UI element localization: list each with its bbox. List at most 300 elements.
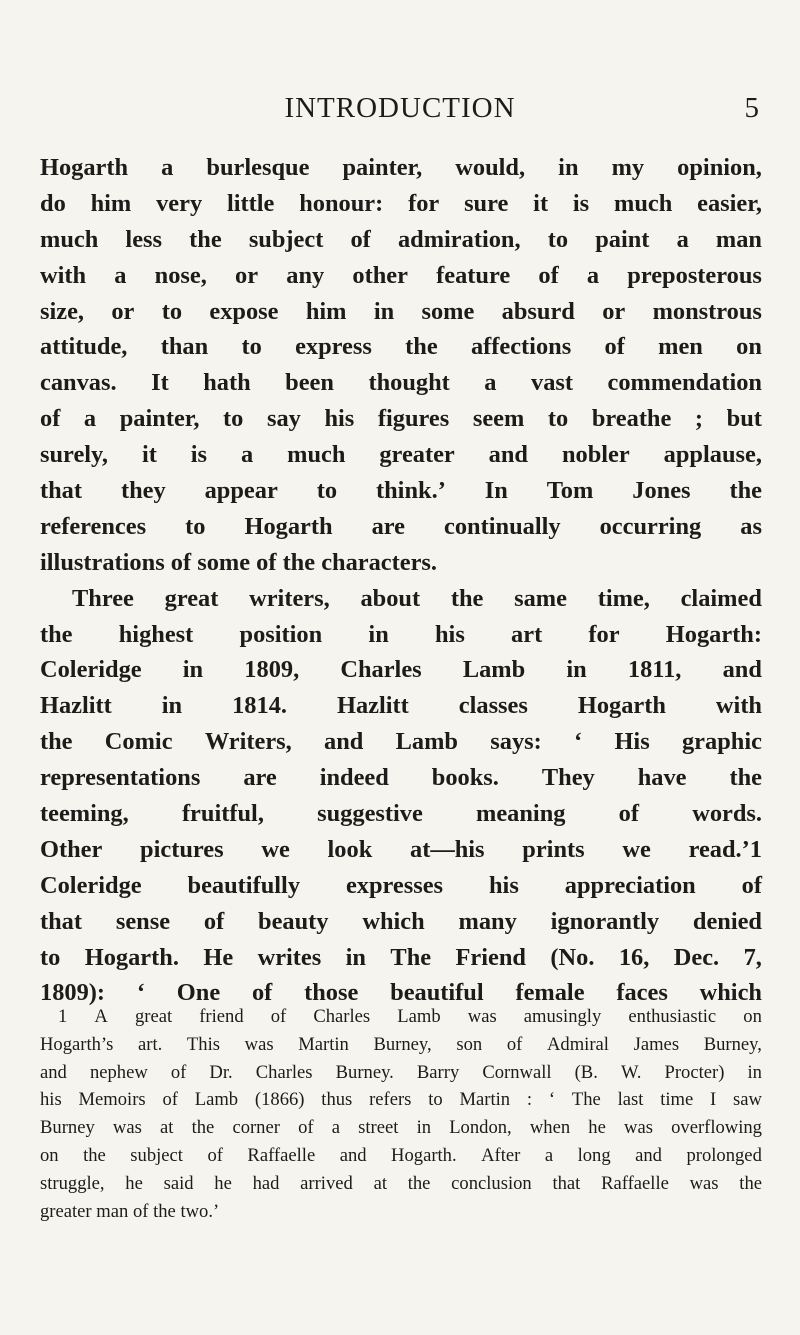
word: canvas.	[40, 369, 117, 397]
word: and	[324, 728, 364, 756]
word: it	[533, 189, 549, 217]
word: painter,	[119, 405, 200, 433]
word: think.’	[376, 477, 446, 505]
word: greater	[379, 441, 455, 469]
word: that	[40, 907, 83, 935]
word: he	[214, 1172, 232, 1194]
word: Hogarth’s	[40, 1033, 114, 1055]
word: 7,	[743, 943, 762, 971]
word: Coleridge	[40, 656, 142, 684]
word: two.’	[180, 1200, 220, 1222]
word: teeming,	[40, 800, 129, 828]
word: of	[162, 1089, 178, 1111]
word: at	[373, 1172, 387, 1194]
word: This	[186, 1033, 220, 1055]
word: a	[676, 225, 689, 253]
word: a	[331, 1117, 340, 1139]
word: his	[324, 405, 355, 433]
word: of	[132, 1200, 154, 1222]
text-line	[40, 294, 762, 330]
word: feature	[436, 261, 511, 289]
word: denied	[692, 907, 762, 935]
word: sense	[115, 907, 171, 935]
word: saw	[733, 1089, 762, 1111]
word: writers,	[249, 584, 330, 612]
word: He	[203, 943, 234, 971]
word: The	[571, 1089, 601, 1111]
word: Hogarth	[577, 692, 666, 720]
word: the	[153, 1200, 181, 1222]
word: and	[339, 1144, 367, 1166]
word: do	[40, 189, 66, 217]
word: enthusiastic	[628, 1006, 717, 1027]
word: Charles	[340, 656, 422, 684]
word: the	[282, 548, 322, 576]
word: Tom	[546, 477, 594, 505]
word: fruitful,	[181, 800, 264, 828]
word: son	[456, 1033, 483, 1055]
word: position	[239, 620, 323, 648]
word: of	[270, 1006, 287, 1027]
word: art	[511, 620, 543, 648]
word: painter,	[342, 154, 423, 181]
word: I	[710, 1089, 717, 1111]
word: the	[191, 1117, 215, 1139]
word: man	[96, 1200, 133, 1222]
word: of	[203, 907, 225, 935]
word: he	[125, 1172, 143, 1194]
word: and	[488, 441, 528, 469]
word: much	[614, 189, 673, 217]
word: thus	[321, 1089, 353, 1111]
word: of	[741, 871, 762, 899]
text-line	[40, 581, 762, 617]
word: some	[197, 548, 257, 576]
word: Barry	[416, 1061, 460, 1083]
word: of	[506, 1033, 523, 1055]
word: corner	[232, 1117, 280, 1139]
word: was	[689, 1172, 719, 1194]
word: expresses	[345, 871, 444, 899]
word: long	[577, 1144, 611, 1166]
word: they	[120, 477, 166, 505]
word: expose	[209, 297, 279, 325]
word: less	[125, 225, 163, 253]
text-line	[40, 509, 762, 545]
word: great	[134, 1006, 173, 1027]
word: Burney,	[703, 1033, 762, 1055]
word: of	[170, 1061, 187, 1083]
word: affections	[470, 333, 572, 361]
word: express	[295, 333, 372, 361]
footnote-line	[40, 1059, 762, 1087]
word: highest	[118, 620, 194, 648]
word: appreciation	[564, 871, 696, 899]
word: One	[176, 979, 221, 1007]
word: :	[526, 1089, 533, 1111]
running-title: INTRODUCTION	[284, 92, 516, 124]
word: graphic	[681, 728, 762, 756]
word: Hogarth	[40, 154, 129, 181]
word: A	[94, 1006, 108, 1027]
word: is	[190, 441, 208, 469]
word: amusingly	[523, 1006, 602, 1027]
word: suggestive	[317, 800, 423, 828]
word: faces	[616, 979, 668, 1007]
word: to	[161, 297, 183, 325]
word: 1811,	[627, 656, 682, 684]
word: of	[604, 333, 625, 361]
word: and	[40, 1061, 67, 1083]
word: words.	[692, 800, 762, 828]
word: in	[558, 154, 579, 181]
text-line	[40, 617, 762, 653]
word: to	[547, 405, 569, 433]
word: him	[305, 297, 347, 325]
word: Memoirs	[78, 1089, 146, 1111]
word: Friend	[455, 943, 526, 971]
text-line	[40, 688, 762, 724]
word: Writers,	[204, 728, 292, 756]
word: sure	[464, 189, 509, 217]
word: to	[223, 405, 244, 433]
word: beauty	[258, 907, 329, 935]
word: my	[611, 154, 645, 181]
word: 16,	[618, 943, 650, 971]
word: Other	[40, 835, 103, 863]
text-line	[40, 760, 762, 796]
footnote-line	[40, 1170, 762, 1198]
word: have	[637, 764, 687, 792]
word: thought	[368, 369, 450, 397]
footnote-block	[40, 1003, 762, 1225]
word: refers	[369, 1089, 412, 1111]
text-line	[40, 186, 762, 222]
word: time	[660, 1089, 694, 1111]
word: of	[350, 225, 371, 253]
word: Dr.	[209, 1061, 233, 1083]
text-line	[40, 473, 762, 509]
word: the	[739, 1172, 762, 1194]
word: say	[266, 405, 301, 433]
word: Burney.	[335, 1061, 394, 1083]
word: in	[345, 943, 366, 971]
word: Hogarth.	[391, 1144, 457, 1166]
word: a	[586, 261, 600, 289]
word: other	[352, 261, 408, 289]
word: we	[622, 835, 651, 863]
word: of	[298, 1117, 314, 1139]
word: to	[547, 225, 569, 253]
word: nobler	[561, 441, 630, 469]
word: female	[515, 979, 585, 1007]
word: books.	[431, 764, 499, 792]
word: many	[458, 907, 517, 935]
word: The	[390, 943, 432, 971]
word: figures	[377, 405, 450, 433]
word: would,	[455, 154, 526, 181]
word: illustrations	[40, 548, 171, 576]
word: prolonged	[686, 1144, 762, 1166]
word: a	[83, 405, 97, 433]
text-line	[40, 832, 762, 868]
word: After	[481, 1144, 521, 1166]
word: struggle,	[40, 1172, 105, 1194]
word: Dec.	[673, 943, 720, 971]
word: honour:	[299, 189, 384, 217]
word: classes	[458, 692, 528, 720]
word: last	[617, 1089, 644, 1111]
word: 1	[58, 1006, 68, 1027]
word: which	[362, 907, 425, 935]
text-line	[40, 222, 762, 258]
word: paint	[595, 225, 650, 253]
word: ignorantly	[550, 907, 660, 935]
word: the	[189, 225, 222, 253]
word: in	[566, 656, 587, 684]
text-line	[40, 365, 762, 401]
word: 1814.	[232, 692, 287, 720]
word: vast	[531, 369, 574, 397]
word: or	[111, 297, 135, 325]
text-line	[40, 796, 762, 832]
word: characters.	[321, 548, 437, 576]
text-line	[40, 329, 762, 365]
word: burlesque	[206, 154, 310, 181]
word: read.’1	[688, 835, 762, 863]
word: it	[141, 441, 157, 469]
word: men	[658, 333, 703, 361]
word: Hogarth:	[665, 620, 762, 648]
word: art.	[138, 1033, 163, 1055]
word: Comic	[104, 728, 173, 756]
text-line	[40, 904, 762, 940]
word: conclusion	[451, 1172, 532, 1194]
word: His	[614, 728, 650, 756]
word: been	[285, 369, 334, 397]
word: occurring	[599, 512, 702, 540]
word: beautifully	[187, 871, 301, 899]
word: which	[699, 979, 762, 1007]
footnote-line	[40, 1142, 762, 1170]
word: his	[488, 871, 519, 899]
word: Raffaelle	[247, 1144, 316, 1166]
word: he	[588, 1117, 606, 1139]
word: ‘	[574, 728, 583, 756]
word: Charles	[313, 1006, 371, 1027]
word: applause,	[663, 441, 762, 469]
word: Three	[72, 584, 134, 612]
word: same	[514, 584, 567, 612]
word: of	[40, 405, 61, 433]
word: to	[40, 943, 61, 971]
word: when	[529, 1117, 571, 1139]
word: They	[541, 764, 595, 792]
word: monstrous	[652, 297, 762, 325]
word: size,	[40, 297, 85, 325]
word: Hogarth	[244, 512, 333, 540]
word: some	[421, 297, 475, 325]
word: great	[164, 584, 219, 612]
word: attitude,	[40, 333, 128, 361]
text-line	[40, 940, 762, 976]
word: was	[624, 1117, 653, 1139]
word: that	[552, 1172, 581, 1194]
word: the	[40, 728, 73, 756]
word: Hogarth.	[84, 943, 179, 971]
word: ‘	[548, 1089, 556, 1111]
word: or	[235, 261, 259, 289]
word: (B.	[574, 1061, 598, 1083]
word: (No.	[550, 943, 595, 971]
word: indeed	[319, 764, 389, 792]
word: his	[434, 620, 465, 648]
word: representations	[40, 764, 201, 792]
word: Martin	[459, 1089, 511, 1111]
word: nephew	[89, 1061, 148, 1083]
text-line	[40, 258, 762, 294]
text-line	[40, 437, 762, 473]
word: of	[251, 979, 273, 1007]
word: Burney,	[373, 1033, 432, 1055]
word: on	[736, 333, 762, 361]
word: a	[484, 369, 497, 397]
word: says:	[490, 728, 542, 756]
word: on	[40, 1144, 59, 1166]
word: the	[83, 1144, 106, 1166]
word: meaning	[476, 800, 566, 828]
word: absurd	[501, 297, 575, 325]
word: greater	[40, 1200, 97, 1222]
word: Jones	[632, 477, 691, 505]
word: with	[40, 261, 87, 289]
word: preposterous	[627, 261, 762, 289]
word: overflowing	[671, 1117, 762, 1139]
word: the	[405, 333, 438, 361]
word: surely,	[40, 441, 108, 469]
word: the	[729, 477, 762, 505]
word: Lamb	[397, 1006, 441, 1027]
word: was	[467, 1006, 497, 1027]
word: subject	[130, 1144, 183, 1166]
word: London,	[449, 1117, 512, 1139]
word: (1866)	[254, 1089, 305, 1111]
text-line	[40, 545, 762, 581]
word: are	[243, 764, 277, 792]
word: to	[241, 333, 262, 361]
word: friend	[199, 1006, 244, 1027]
word: at—his	[410, 835, 485, 863]
word: Coleridge	[40, 871, 142, 899]
word: pictures	[140, 835, 224, 863]
footnote-line	[40, 1114, 762, 1142]
word: or	[602, 297, 626, 325]
text-line	[40, 150, 762, 186]
word: of	[618, 800, 639, 828]
word: hath	[203, 369, 251, 397]
word: 1809):	[40, 979, 106, 1007]
word: commendation	[607, 369, 762, 397]
word: ‘	[136, 979, 145, 1007]
word: and	[722, 656, 762, 684]
word: breathe	[591, 405, 672, 433]
word: we	[261, 835, 290, 863]
word: easier,	[697, 189, 762, 217]
word: to	[428, 1089, 443, 1111]
word: the	[407, 1172, 431, 1194]
word: in	[161, 692, 183, 720]
word: a	[544, 1144, 554, 1166]
text-line	[40, 868, 762, 904]
word: seem	[472, 405, 525, 433]
word: any	[286, 261, 325, 289]
word: Hazlitt	[40, 692, 112, 720]
word: in	[747, 1061, 762, 1083]
word: but	[726, 405, 762, 433]
word: look	[327, 835, 373, 863]
word: subject	[248, 225, 324, 253]
word: much	[40, 225, 99, 253]
footnote-line	[40, 1086, 762, 1114]
word: his	[40, 1089, 62, 1111]
word: had	[252, 1172, 280, 1194]
word: Admiral	[546, 1033, 609, 1055]
word: the	[450, 584, 484, 612]
word: for	[588, 620, 620, 648]
word: and	[635, 1144, 662, 1166]
word: with	[715, 692, 762, 720]
word: 1809,	[244, 656, 300, 684]
footnote-line	[40, 1198, 762, 1226]
word: W.	[620, 1061, 642, 1083]
word: was	[112, 1117, 142, 1139]
word: writes	[257, 943, 322, 971]
word: admiration,	[397, 225, 521, 253]
word: as	[740, 512, 762, 540]
word: Charles	[255, 1061, 313, 1083]
word: little	[226, 189, 275, 217]
word: appear	[204, 477, 278, 505]
word: the	[40, 620, 73, 648]
page-header	[40, 92, 760, 140]
word: It	[151, 369, 169, 397]
word: James	[633, 1033, 680, 1055]
word: claimed	[680, 584, 762, 612]
word: are	[371, 512, 405, 540]
word: prints	[522, 835, 585, 863]
word: beautiful	[390, 979, 484, 1007]
word: Raffaelle	[601, 1172, 669, 1194]
word: said	[163, 1172, 194, 1194]
word: Martin	[298, 1033, 349, 1055]
footnote-line	[40, 1031, 762, 1059]
word: nose,	[154, 261, 207, 289]
word: than	[160, 333, 209, 361]
word: arrived	[300, 1172, 353, 1194]
word: a	[161, 154, 174, 181]
word: those	[304, 979, 359, 1007]
word: very	[156, 189, 203, 217]
word: of	[538, 261, 559, 289]
word: Lamb	[194, 1089, 239, 1111]
word: references	[40, 512, 147, 540]
word: opinion,	[677, 154, 762, 181]
word: a	[114, 261, 127, 289]
word: of	[207, 1144, 223, 1166]
word: Lamb	[462, 656, 526, 684]
word: in	[416, 1117, 432, 1139]
word: on	[743, 1006, 762, 1027]
